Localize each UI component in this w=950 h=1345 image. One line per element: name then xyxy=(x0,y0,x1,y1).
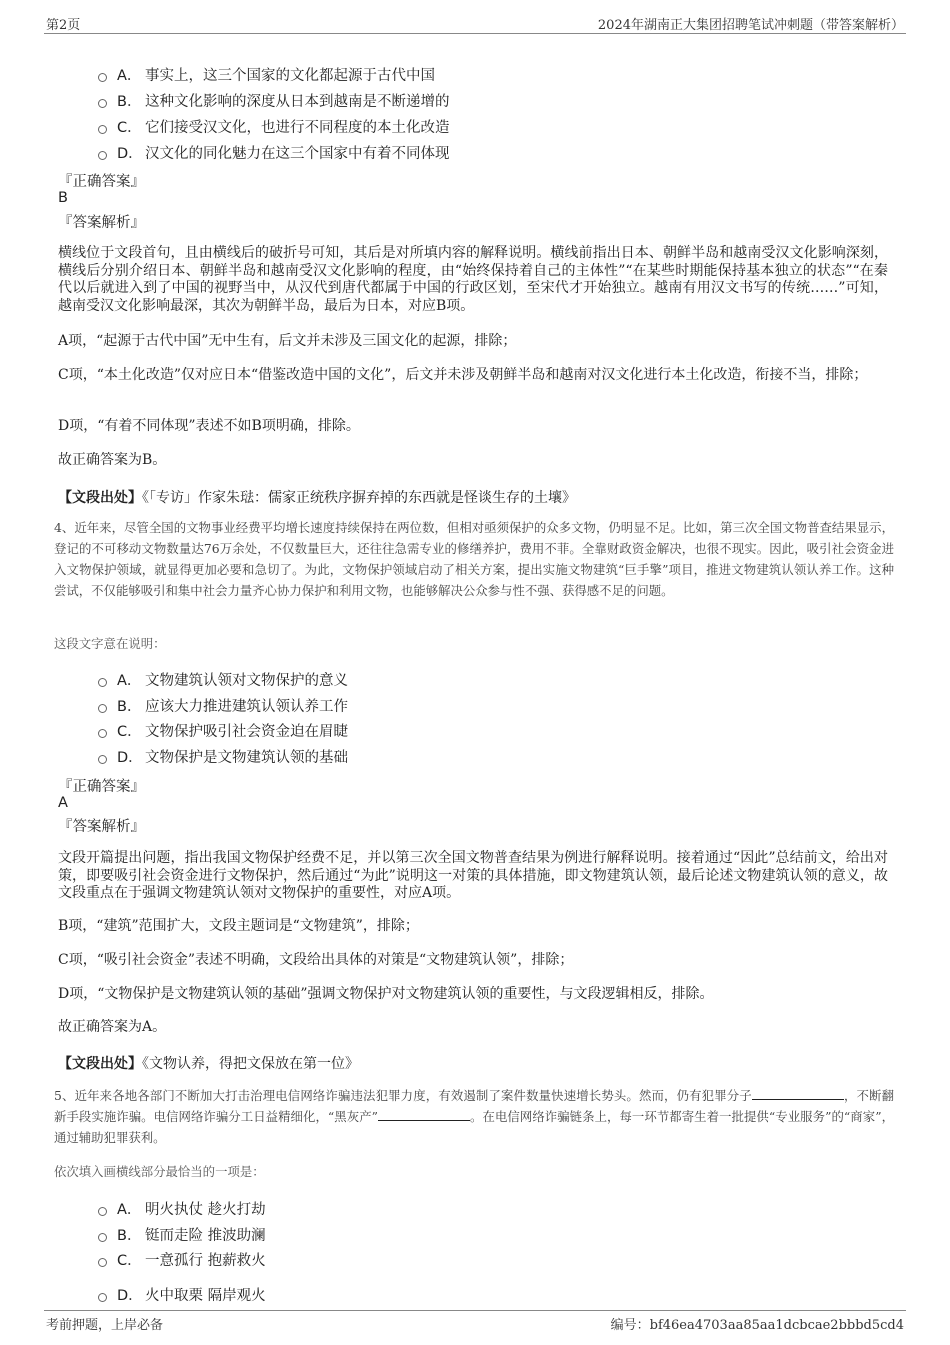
radio-icon[interactable] xyxy=(98,151,107,160)
question-text: 5、近年来各地各部门不断加大打击治理电信网络诈骗违法犯罪力度，有效遏制了案件数量快速增长势头。然而，仍有犯罪分子 ，不断翻新手段实施诈骗。电信网络诈骗分工日益精细化，“黑灰产” 。在电信网络诈骗链条上，每一环节都寄生着一批提供“专业服务”的“商家”，通过辅助犯罪获利。 xyxy=(54,1088,894,1145)
q3-option-a[interactable]: A． 事实上，这三个国家的文化都起源于古代中国 xyxy=(98,64,435,85)
q5-option-c[interactable]: C． 一意孤行 抱薪救火 xyxy=(98,1249,266,1270)
radio-icon[interactable] xyxy=(98,678,107,687)
radio-icon[interactable] xyxy=(98,1207,107,1216)
q5-option-b[interactable]: B． 铤而走险 推波助澜 xyxy=(98,1224,266,1245)
document-id: 编号：bf46ea4703aa85aa1dcbcae2bbbd5cd4 xyxy=(610,1318,904,1333)
correct-answer-label: 『正确答案』 xyxy=(58,174,145,190)
question-prompt: 这段文字意在说明： xyxy=(54,636,166,651)
radio-icon[interactable] xyxy=(98,1233,107,1242)
analysis-paragraph: C项，“本土化改造”仅对应日本“借鉴改造中国的文化”，后文并未涉及朝鲜半岛和越南对汉文化进行本土化改造，衔接不当，排除； xyxy=(58,367,868,383)
q3-option-c[interactable]: C． 它们接受汉文化，也进行不同程度的本土化改造 xyxy=(98,116,450,137)
analysis-paragraph: C项，“吸引社会资金”表述不明确，文段给出具体的对策是“文物建筑认领”，排除； xyxy=(58,952,574,968)
q5-option-d[interactable]: D． 火中取栗 隔岸观火 xyxy=(98,1284,266,1305)
q4-option-d[interactable]: D． 文物保护是文物建筑认领的基础 xyxy=(98,746,348,767)
correct-answer-value: A xyxy=(58,795,68,811)
source-line: 【文段出处】《「专访」作家朱琺：儒家正统秩序摒弃掉的东西就是怪谈生存的土壤》 xyxy=(58,490,576,506)
analysis-label: 『答案解析』 xyxy=(58,819,145,835)
q4-option-c[interactable]: C． 文物保护吸引社会资金迫在眉睫 xyxy=(98,720,348,741)
analysis-paragraph: 故正确答案为B。 xyxy=(58,452,167,468)
q3-option-b[interactable]: B． 这种文化影响的深度从日本到越南是不断递增的 xyxy=(98,90,450,111)
analysis-paragraph: A项，“起源于古代中国”无中生有，后文并未涉及三国文化的起源，排除； xyxy=(58,333,517,349)
header-divider xyxy=(44,33,906,34)
analysis-paragraph: B项，“建筑”范围扩大，文段主题词是“文物建筑”，排除； xyxy=(58,918,419,934)
radio-icon[interactable] xyxy=(98,729,107,738)
analysis-paragraph: 横线位于文段首句，且由横线后的破折号可知，其后是对所填内容的解释说明。横线前指出日本、朝鲜半岛和越南受汉文化影响深刻，横线后分别介绍日本、朝鲜半岛和越南受汉文化影响的程度，由“始终保持着自己的主体性”“在某些时期能保持基本独立的状态”“在秦代以后就进入到了中国的视野当中，从汉代到唐代都属于中国的行政区划，至宋代才开始独立。越南有用汉文书写的传统……”可知，越南受汉文化影响最深，其次为朝鲜半岛，最后为日本，对应B项。 xyxy=(58,245,888,314)
analysis-paragraph: D项，“文物保护是文物建筑认领的基础”强调文物保护对文物建筑认领的重要性，与文段逻辑相反，排除。 xyxy=(58,986,714,1002)
q4-option-a[interactable]: A． 文物建筑认领对文物保护的意义 xyxy=(98,669,348,690)
document-title: 2024年湖南正大集团招聘笔试冲刺题（带答案解析） xyxy=(597,18,904,33)
radio-icon[interactable] xyxy=(98,704,107,713)
analysis-paragraph: 文段开篇提出问题，指出我国文物保护经费不足，并以第三次全国文物普查结果为例进行解释说明。接着通过“因此”总结前文，给出对策，即要吸引社会资金进行文物保护，然后通过“为此”说明这一对策的具体措施，即文物建筑认领，最后论述文物建筑认领的意义，故文段重点在于强调文物建筑认领对文物保护的重要性，对应A项。 xyxy=(58,850,888,901)
footer-slogan: 考前押题，上岸必备 xyxy=(46,1318,164,1333)
analysis-paragraph: D项，“有着不同体现”表述不如B项明确，排除。 xyxy=(58,418,360,434)
analysis-paragraph: 故正确答案为A。 xyxy=(58,1019,167,1035)
question-text: 4、近年来，尽管全国的文物事业经费平均增长速度持续保持在两位数，但相对亟须保护的众多文物，仍明显不足。比如，第三次全国文物普查结果显示，登记的不可移动文物数量达76万余处，不仅数量巨大，还往往急需专业的修缮养护，费用不菲。全靠财政资金解决，也很不现实。因此，吸引社会资金进入文物保护领域，就显得更加必要和急切了。为此，文物保护领域启动了相关方案，提出实施文物建筑“巨手擎”项目，推进文物建筑认领认养工作。这种尝试，不仅能够吸引和集中社会力量齐心协力保护和利用文物，也能够解决公众参与性不强、获得感不足的问题。 xyxy=(54,520,894,598)
analysis-label: 『答案解析』 xyxy=(58,215,145,231)
radio-icon[interactable] xyxy=(98,1258,107,1267)
fill-blank[interactable] xyxy=(752,1087,844,1100)
correct-answer-label: 『正确答案』 xyxy=(58,779,145,795)
q3-option-d[interactable]: D． 汉文化的同化魅力在这三个国家中有着不同体现 xyxy=(98,142,450,163)
radio-icon[interactable] xyxy=(98,73,107,82)
radio-icon[interactable] xyxy=(98,125,107,134)
source-line: 【文段出处】《文物认养，得把文保放在第一位》 xyxy=(58,1056,359,1072)
radio-icon[interactable] xyxy=(98,1293,107,1302)
q5-option-a[interactable]: A． 明火执仗 趁火打劫 xyxy=(98,1198,266,1219)
radio-icon[interactable] xyxy=(98,99,107,108)
footer-divider xyxy=(44,1310,906,1311)
q4-option-b[interactable]: B． 应该大力推进建筑认领认养工作 xyxy=(98,695,348,716)
page-number: 第2页 xyxy=(46,18,81,33)
question-prompt: 依次填入画横线部分最恰当的一项是： xyxy=(54,1164,265,1179)
radio-icon[interactable] xyxy=(98,755,107,764)
correct-answer-value: B xyxy=(58,190,68,206)
fill-blank[interactable] xyxy=(378,1108,470,1121)
